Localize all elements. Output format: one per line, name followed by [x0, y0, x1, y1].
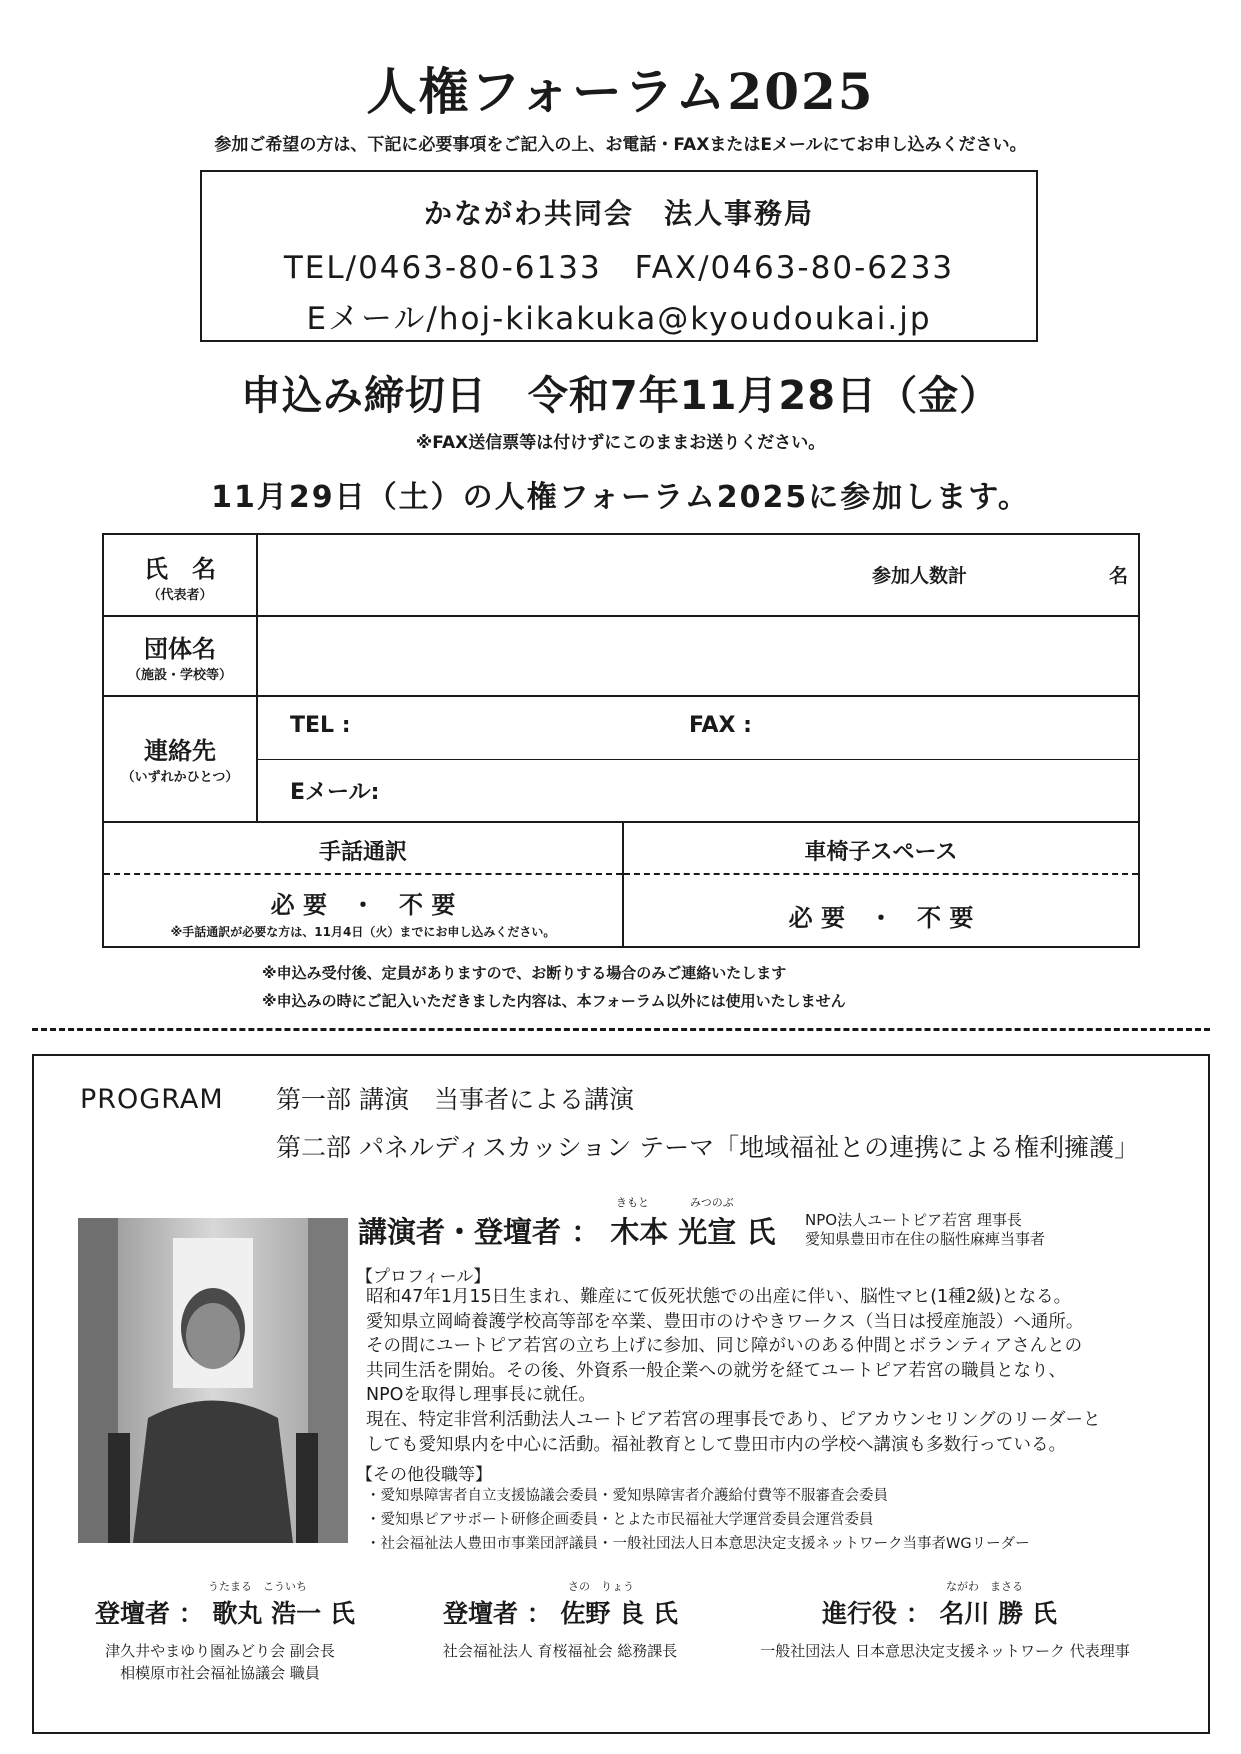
fax-field[interactable] [764, 699, 1134, 755]
profile-line: 昭和47年1月15日生まれ、難産にて仮死状態での出産に伴い、脳性マヒ(1種2級)となる。 [366, 1287, 1072, 1307]
profile-text [366, 1285, 1186, 1457]
wheelchair-label: 車椅子スペース [804, 840, 958, 865]
panelist-affiliation: 津久井やまゆり園みどり会 副会長 [105, 1642, 335, 1660]
role-line: ・愛知県障害者自立支援協議会委員・愛知県障害者介護給付費等不服審査会委員 [366, 1488, 888, 1504]
speaker-ruby-2: みつのぶ [690, 1196, 734, 1209]
contact-tel-fax: TEL/0463-80-6133 FAX/0463-80-6233 [283, 250, 955, 286]
program-part-2: 第二部 パネルディスカッション テーマ「地域福祉との連携による権利擁護」 [276, 1133, 1140, 1162]
profile-line: その間にユートピア若宮の立ち上げに参加、同じ障がいのある仲間とボランティアさんとの [366, 1336, 1083, 1357]
program-part-1: 第一部 講演 当事者による講演 [276, 1085, 634, 1114]
program-label: PROGRAM [80, 1084, 224, 1115]
profile-line: しても愛知県内を中心に活動。福祉教育として豊田市内の学校へ講演も多数行っている。 [366, 1434, 1066, 1455]
panelist-affiliation: 相模原市社会福祉協議会 職員 [120, 1664, 320, 1682]
roles-heading: 【その他役職等】 [356, 1465, 492, 1485]
email-label: Eメール: [290, 780, 380, 805]
speaker-affiliation-2: 愛知県豊田市在住の脳性麻痺当事者 [805, 1230, 1046, 1248]
contact-label: 連絡先 [144, 737, 216, 765]
contact-sub-label: （いずれかひとつ） [121, 770, 239, 785]
panelist-affiliation: 一般社団法人 日本意思決定支援ネットワーク 代表理事 [760, 1642, 1130, 1660]
panelist-affiliation: 社会福祉法人 育桜福祉会 総務課長 [442, 1642, 678, 1660]
fax-label: FAX : [689, 713, 752, 738]
speaker-name: 講演者・登壇者 ： 木本 光宣 氏 [358, 1215, 776, 1249]
panelist-name: 登壇者 ： 佐野 良 氏 [443, 1599, 678, 1628]
deadline: 申込み締切日 令和7年11月28日（金） [240, 373, 1001, 419]
profile-line: 共同生活を開始。その後、外資系一般企業への就労を経てユートピア若宮の職員となり、 [366, 1360, 1066, 1381]
contact-box [200, 170, 1038, 342]
cut-line [32, 1028, 1210, 1031]
page-title: 人権フォーラム2025 [366, 62, 875, 121]
tel-field[interactable] [364, 699, 684, 755]
profile-line: 愛知県立岡崎養護学校高等部を卒業、豊田市のけやきワークス（当日は授産施設）へ通所。 [366, 1311, 1084, 1332]
panelist-name: 進行役 ： 名川 勝 氏 [822, 1599, 1057, 1628]
group-sub-label: （施設・学校等） [127, 668, 232, 683]
panelist-ruby: ながわ まさる [946, 1580, 1023, 1593]
profile-heading: 【プロフィール】 [356, 1267, 491, 1287]
name-sub-label: （代表者） [147, 588, 213, 603]
contact-org: かながわ共同会 法人事務局 [423, 197, 814, 230]
sign-options[interactable]: 必 要 ・ 不 要 [270, 891, 456, 919]
group-label: 団体名 [144, 635, 216, 663]
sign-note: ※手話通訳が必要な方は、11月4日（火）までにお申し込みください。 [170, 925, 556, 939]
profile-line: NPOを取得し理事長に就任。 [366, 1385, 596, 1406]
note-line-1: ※申込み受付後、定員がありますので、お断りする場合のみご連絡いたします [262, 964, 787, 982]
role-line: ・社会福祉法人豊田市事業団評議員・一般社団法人日本意思決定支援ネットワーク当事者WGリーダー [366, 1536, 1030, 1552]
speaker-affiliation-1: NPO法人ユートピア若宮 理事長 [805, 1211, 1022, 1229]
count-label: 参加人数計 [872, 565, 968, 587]
speaker-ruby-1: きもと [616, 1196, 649, 1209]
count-unit: 名 [1109, 565, 1129, 587]
panelist-ruby: さの りょう [568, 1580, 634, 1593]
tel-label: TEL : [290, 713, 351, 738]
contact-email: Eメール/hoj-kikakuka@kyoudoukai.jp [306, 301, 932, 337]
panelist-ruby: うたまる こういち [208, 1580, 307, 1593]
profile-line: 現在、特定非営利活動法人ユートピア若宮の理事長であり、ピアカウンセリングのリーダーと [366, 1409, 1101, 1430]
note-line-2: ※申込みの時にご記入いただきました内容は、本フォーラム以外には使用いたしません [262, 992, 846, 1010]
sign-label: 手話通訳 [318, 840, 407, 865]
speaker-photo [78, 1218, 348, 1543]
intro-text: 参加ご希望の方は、下記に必要事項をご記入の上、お電話・FAXまたはEメールにてお申し込みください。 [214, 135, 1027, 155]
email-field[interactable] [394, 763, 1134, 819]
application-form [102, 533, 1140, 948]
fax-note: ※FAX送信票等は付けずにこのままお送りください。 [415, 433, 826, 453]
attend-line: 11月29日（土）の人権フォーラム2025に参加します。 [211, 480, 1030, 515]
panelist-name: 登壇者 ： 歌丸 浩一 氏 [95, 1599, 355, 1628]
name-label: 氏 名 [144, 555, 216, 583]
role-line: ・愛知県ピアサポート研修企画委員・とよた市民福祉大学運営委員会運営委員 [366, 1512, 874, 1528]
wheelchair-options[interactable]: 必 要 ・ 不 要 [788, 904, 974, 932]
group-field[interactable] [258, 617, 1138, 693]
name-field[interactable] [258, 537, 1138, 613]
